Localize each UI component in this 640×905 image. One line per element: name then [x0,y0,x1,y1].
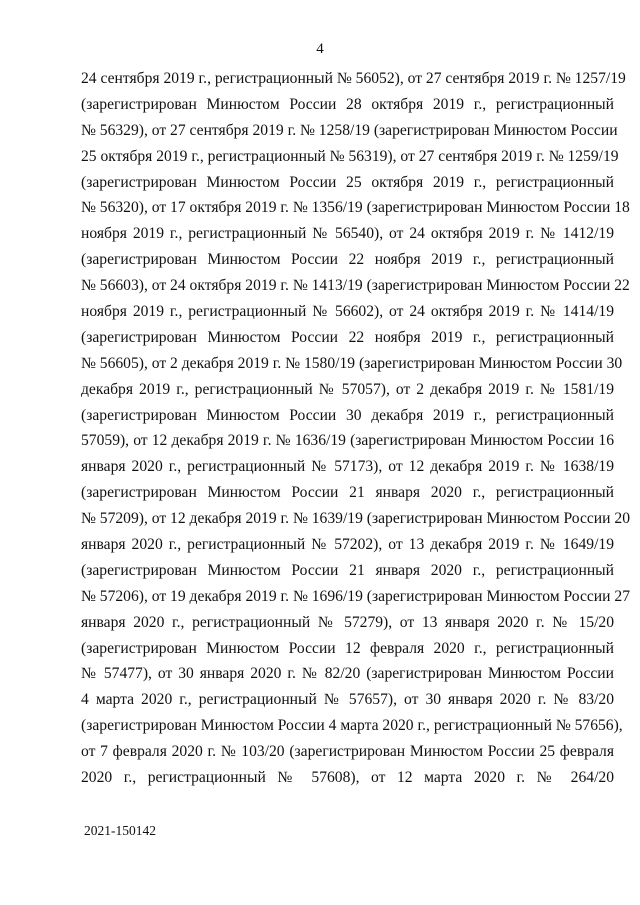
text-line: (зарегистрирован Минюстом России 21 января 2020 г., регистрационный [81,484,614,502]
text-line: (зарегистрирован Минюстом России 22 ноября 2019 г., регистрационный [81,328,614,346]
text-line: января 2020 г., регистрационный № 57279), от 13 января 2020 г. № 15/20 [81,613,614,631]
text-line: (зарегистрирован Минюстом России 30 декабря 2019 г., регистрационный [81,406,614,424]
text-line: ноября 2019 г., регистрационный № 56602), от 24 октября 2019 г. № 1414/19 [81,303,614,321]
text-line: января 2020 г., регистрационный № 57173), от 12 декабря 2019 г. № 1638/19 [81,458,614,476]
document-code: 2021-150142 [84,823,156,838]
text-line: 57059), от 12 декабря 2019 г. № 1636/19 (зарегистрирован Минюстом России 16 [81,432,614,450]
text-line: 4 марта 2020 г., регистрационный № 57657), от 30 января 2020 г. № 83/20 [81,691,614,709]
text-line: № 57206), от 19 декабря 2019 г. № 1696/19 (зарегистрирован Минюстом России 27 [81,587,630,605]
text-line: (зарегистрирован Минюстом России 21 января 2020 г., регистрационный [81,561,614,579]
text-line: (зарегистрирован Минюстом России 12 февраля 2020 г., регистрационный [81,639,614,657]
text-line: (зарегистрирован Минюстом России 4 марта 2020 г., регистрационный № 57656), [81,717,623,735]
text-line: (зарегистрирован Минюстом России 22 ноября 2019 г., регистрационный [81,251,614,269]
text-line: 24 сентября 2019 г., регистрационный № 56052), от 27 сентября 2019 г. № 1257/19 [81,70,626,87]
text-line: 2020 г., регистрационный № 57608), от 12 марта 2020 г. № 264/20 [81,769,614,787]
text-line: № 57209), от 12 декабря 2019 г. № 1639/19 (зарегистрирован Минюстом России 20 [81,510,630,528]
page-number: 4 [316,41,324,57]
body-text [81,66,630,791]
text-line: (зарегистрирован Минюстом России 28 октября 2019 г., регистрационный [81,95,614,113]
text-line: 25 октября 2019 г., регистрационный № 56319), от 27 сентября 2019 г. № 1259/19 [81,147,619,165]
text-line: № 56329), от 27 сентября 2019 г. № 1258/19 (зарегистрирован Минюстом России [81,121,618,139]
text-line: ноября 2019 г., регистрационный № 56540), от 24 октября 2019 г. № 1412/19 [81,225,614,243]
text-line: (зарегистрирован Минюстом России 25 октября 2019 г., регистрационный [81,173,614,191]
text-line: декабря 2019 г., регистрационный № 57057), от 2 декабря 2019 г. № 1581/19 [81,380,614,398]
text-line: № 57477), от 30 января 2020 г. № 82/20 (зарегистрирован Минюстом России [81,665,614,683]
text-line: № 56320), от 17 октября 2019 г. № 1356/19 (зарегистрирован Минюстом России 18 [81,199,630,217]
text-line: № 56603), от 24 октября 2019 г. № 1413/19 (зарегистрирован Минюстом России 22 [81,277,630,295]
text-line: от 7 февраля 2020 г. № 103/20 (зарегистрирован Минюстом России 25 февраля [81,743,614,761]
text-line: № 56605), от 2 декабря 2019 г. № 1580/19 (зарегистрирован Минюстом России 30 [81,354,623,372]
text-line: января 2020 г., регистрационный № 57202), от 13 декабря 2019 г. № 1649/19 [81,536,614,554]
